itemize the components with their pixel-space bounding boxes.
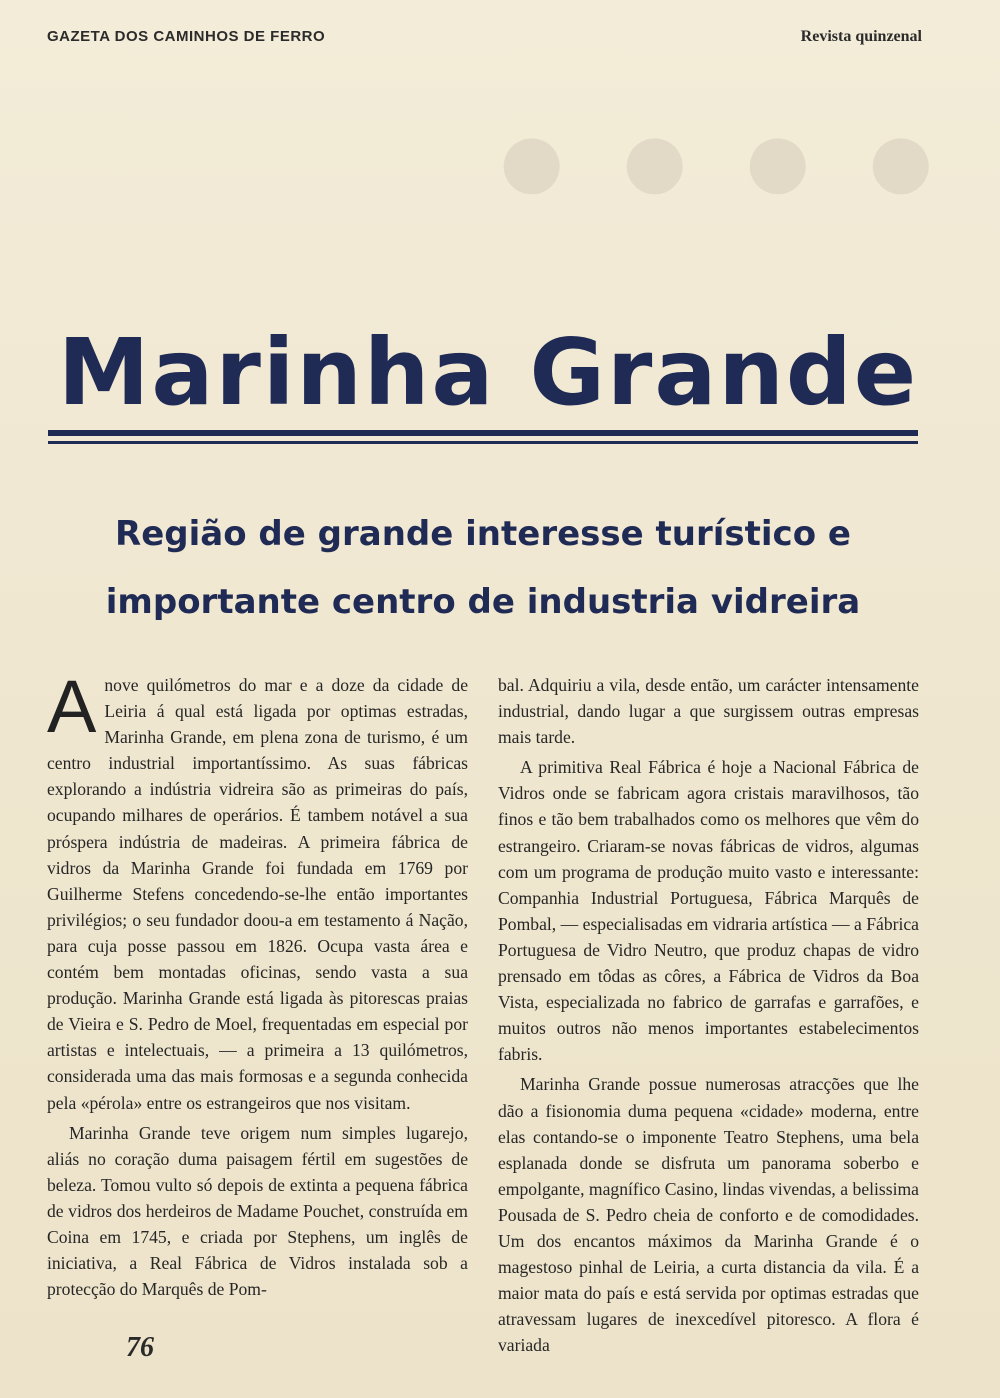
article-title: Marinha Grande <box>57 319 919 426</box>
paragraph <box>47 665 468 1116</box>
paragraph-text: nove quilómetros do mar e a doze da cidade de Leiria á qual está ligada por optimas estradas, Marinha Grande, em plena zona de turismo, é um centro industrial importantíssimo. As suas fábricas explorando a indústria vidreira são as primeiras do país, ocupando milhares de operários. É tambem notável a sua próspera indústria de madeiras. A primeira fábrica de vidros da Marinha Grande foi fundada em 1769 por Guilherme Stefens concedendo-se-lhe então importantes privilégios; o seu fundador doou-a em testamento á Nação, para cuja posse passou em 1826. Ocupa vasta área e contém bem montadas oficinas, sendo vasta a sua produção. Marinha Grande está ligada às pitorescas praias de Vieira e S. Pedro de Moel, frequentadas em especial por artistas e intelectuais, — a primeira a 13 quilómetros, considerada uma das mais formosas e a segunda conhecida pela «pérola» entre os estrangeiros que nos visitam. <box>47 675 468 1113</box>
text-column-left <box>47 665 468 1302</box>
title-rule-thin <box>48 441 918 444</box>
article-subtitle: Região de grande interesse turístico e importante centro de industria vidreira <box>105 514 861 622</box>
paragraph: Marinha Grande possue numerosas atracções que lhe dão a fisionomia duma pequena «cidade» moderna, entre elas contando-se o imponente Teatro Stephens, uma bela esplanada donde se disfruta um panorama soberbo e empolgante, magnífico Casino, lindas vivendas, a belissima Pousada de S. Pedro cheia de conforto e de comodidades. Um dos encantos máximos da Marinha Grande é o magestoso pinhal de Leiria, a curta distancia da vila. É a maior mata do país e está servida por optimas estradas que atravessam lugares de inexcedível pitoresco. A flora é variada <box>498 1074 919 1356</box>
title-rule-thick <box>48 430 918 436</box>
running-head-frequency: Revista quinzenal <box>800 28 922 45</box>
running-head <box>47 28 922 46</box>
show-through-watermark: ● ● ● ● <box>486 95 940 232</box>
drop-cap: A <box>47 665 97 748</box>
running-head-title: GAZETA DOS CAMINHOS DE FERRO <box>47 28 326 45</box>
paragraph: Marinha Grande teve origem num simples lugarejo, aliás no coração duma paisagem fértil em sugestões de beleza. Tomou vulto só depois de extinta a pequena fábrica de vidros dos herdeiros de Madame Pouchet, construída em Coina em 1745, e criada por Stephens, um inglês de iniciativa, a Real Fábrica de Vidros instalada sob a protecção do Marquês de Pom- <box>47 1122 468 1300</box>
paragraph: A primitiva Real Fábrica é hoje a Nacional Fábrica de Vidros onde se fabricam agora cristais maravilhosos, tão finos e tão bem trabalhados como os melhores que vêm do estrangeiro. Criaram-se novas fábricas de vidros, algumas com um programa de produção muito vasto e interessante: Companhia Industrial Portuguesa, Fábrica Marquês de Pombal, — especialisadas em vidraria artística — a Fábrica Portuguesa de Vidro Neutro, que produz chapas de vidro prensado em tôdas as côres, a Fábrica de Vidros da Boa Vista, especializada no fabrico de garrafas e garrafões, e muitos outros não menos importantes estabelecimentos fabris. <box>498 757 919 1065</box>
text-column-right <box>498 672 919 1358</box>
paragraph: bal. Adquiriu a vila, desde então, um carácter intensamente industrial, dando lugar a que surgissem outras empresas mais tarde. <box>498 675 919 748</box>
page-number: 76 <box>126 1332 154 1363</box>
